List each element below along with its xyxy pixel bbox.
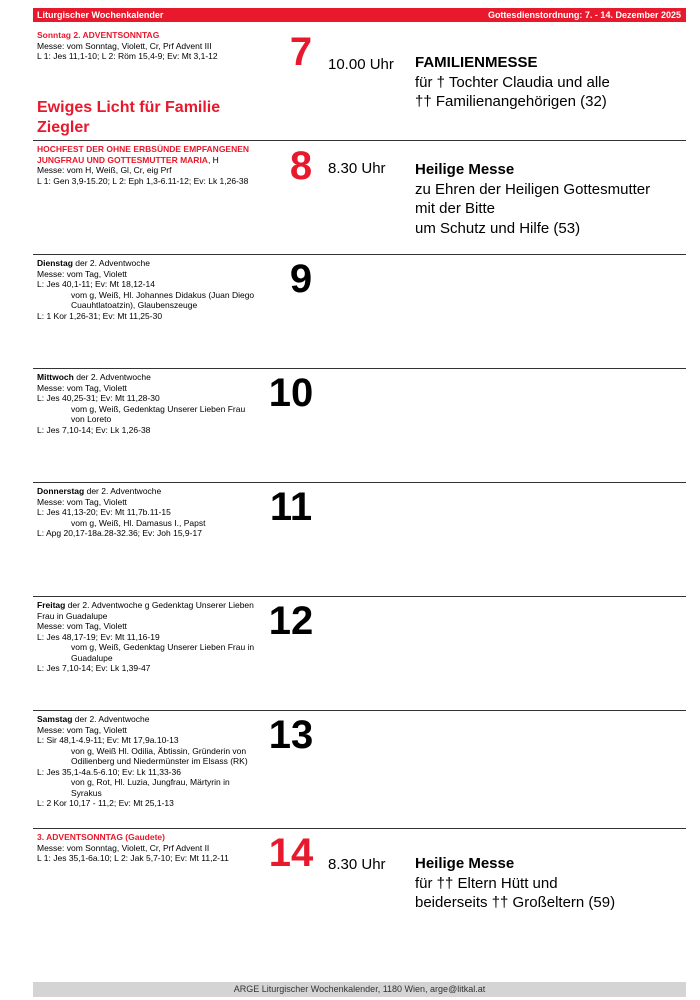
day-entry-9 xyxy=(33,254,686,369)
day-entry-12 xyxy=(33,596,686,711)
service-title: Heilige Messe xyxy=(415,855,515,872)
mass-info: Messe: vom Tag, Violett xyxy=(37,724,127,735)
week-label: der 2. Adventwoche g Gedenktag Unserer Lieben Frau in Guadalupe xyxy=(37,600,254,621)
readings-alt: L: Jes 7,10-14; Ev: Lk 1,26-38 xyxy=(37,424,151,435)
service-title: Heilige Messe xyxy=(415,161,515,178)
readings: L: Jes 40,25-31; Ev: Mt 11,28-30 xyxy=(37,393,160,403)
day-entry-10 xyxy=(33,368,686,483)
liturgy-info xyxy=(37,486,259,539)
service-line: für †† Eltern Hütt und xyxy=(415,874,558,892)
optional-memorial: vom g, Weiß, Hl. Johannes Didakus (Juan Diego Cuauhtlatoatzin), Glaubenszeuge xyxy=(71,289,255,310)
service-line: um Schutz und Hilfe (53) xyxy=(415,219,581,237)
mass-info: Messe: vom Sonntag, Violett, Cr, Prf Advent II xyxy=(37,842,210,853)
service-details xyxy=(415,854,685,913)
day-entry-13 xyxy=(33,710,686,829)
header-title: Liturgischer Wochenkalender xyxy=(37,10,164,20)
service-line: mit der Bitte xyxy=(415,200,496,217)
day-rank: , H xyxy=(207,154,219,165)
day-number: 11 xyxy=(269,485,313,529)
day-title: Sonntag 2. ADVENTSONNTAG xyxy=(37,30,160,40)
liturgy-info xyxy=(37,258,259,321)
weekday: Donnerstag xyxy=(37,486,85,496)
readings: L: Sir 48,1-4.9-11; Ev: Mt 17,9a.10-13 xyxy=(37,735,179,745)
day-number: 10 xyxy=(268,371,314,415)
day-number: 14 xyxy=(268,831,314,875)
service-line: zu Ehren der Heiligen Gottesmutter xyxy=(415,180,651,198)
mass-info: Messe: vom H, Weiß, Gl, Cr, eig Prf xyxy=(37,165,172,175)
readings: L: Jes 40,1-11; Ev: Mt 18,12-14 xyxy=(37,279,155,289)
weekday: Freitag xyxy=(37,600,66,610)
liturgy-info xyxy=(37,832,259,864)
service-line: beiderseits †† Großeltern (59) xyxy=(415,894,616,911)
optional-memorial-2: von g, Rot, Hl. Luzia, Jungfrau, Märtyrin in Syrakus xyxy=(71,777,230,798)
liturgy-info xyxy=(37,144,259,186)
week-label: der 2. Adventwoche xyxy=(72,714,150,724)
day-entry-7 xyxy=(33,26,686,141)
mass-info: Messe: vom Tag, Violett xyxy=(37,621,127,631)
week-label: der 2. Adventwoche xyxy=(73,372,151,382)
readings-alt: L: 1 Kor 1,26-31; Ev: Mt 11,25-30 xyxy=(37,310,163,321)
service-line: für † Tochter Claudia und alle xyxy=(415,73,610,91)
readings: L: Jes 41,13-20; Ev: Mt 11,7b.11-15 xyxy=(37,507,171,517)
calendar-header xyxy=(33,8,686,22)
mass-info: Messe: vom Tag, Violett xyxy=(37,268,127,279)
service-time: 8.30 Uhr xyxy=(328,160,386,177)
readings: L 1: Gen 3,9-15.20; L 2: Eph 1,3-6.11-12; Ev: Lk 1,26-38 xyxy=(37,175,249,186)
service-line: †† Familienangehörigen (32) xyxy=(415,93,607,110)
readings: L 1: Jes 11,1-10; L 2: Röm 15,4-9; Ev: Mt 3,1-12 xyxy=(37,51,218,61)
mass-info: Messe: vom Tag, Violett xyxy=(37,496,127,507)
readings-alt-2: L: 2 Kor 10,17 - 11,2; Ev: Mt 25,1-13 xyxy=(37,798,174,808)
liturgy-info xyxy=(37,372,259,435)
readings: L 1: Jes 35,1-6a.10; L 2: Jak 5,7-10; Ev: Mt 11,2-11 xyxy=(37,853,229,863)
service-time: 10.00 Uhr xyxy=(328,56,394,73)
week-label: der 2. Adventwoche xyxy=(72,258,150,268)
day-entry-14 xyxy=(33,828,686,968)
readings-alt: L: Jes 7,10-14; Ev: Lk 1,39-47 xyxy=(37,663,151,673)
day-entry-11 xyxy=(33,482,686,597)
readings: L: Jes 48,17-19; Ev: Mt 11,16-19 xyxy=(37,631,160,642)
optional-memorial: vom g, Weiß, Hl. Damasus I., Papst xyxy=(71,517,206,528)
service-details xyxy=(415,53,685,112)
week-label: der 2. Adventwoche xyxy=(84,486,162,496)
mass-info: Messe: vom Tag, Violett xyxy=(37,382,127,393)
header-date-range: Gottesdienstordnung: 7. - 14. Dezember 2025 xyxy=(487,10,681,20)
weekday: Dienstag xyxy=(37,258,73,268)
liturgy-info xyxy=(37,30,259,62)
service-details xyxy=(415,160,685,238)
optional-memorial: vom g, Weiß, Gedenktag Unserer Lieben Frau von Loreto xyxy=(71,403,246,424)
day-entry-8 xyxy=(33,140,686,255)
footer: ARGE Liturgischer Wochenkalender, 1180 Wien, arge@litkal.at xyxy=(33,982,686,997)
day-title: 3. ADVENTSONNTAG (Gaudete) xyxy=(37,832,165,842)
eternal-light-note: Ewiges Licht für Familie Ziegler xyxy=(37,99,221,136)
weekday: Mittwoch xyxy=(37,372,74,382)
liturgy-info xyxy=(37,714,259,809)
readings-alt: L: Apg 20,17-18a.28-32.36; Ev: Joh 15,9-17 xyxy=(37,528,202,538)
optional-memorial: vom g, Weiß, Gedenktag Unserer Lieben Frau in Guadalupe xyxy=(71,642,255,663)
day-number: 12 xyxy=(268,599,314,643)
optional-memorial: von g, Weiß Hl. Odilia, Äbtissin, Gründerin von Odilienberg und Niedermünster im Elsass (RK) xyxy=(71,745,248,766)
weekday: Samstag xyxy=(37,714,73,724)
service-time: 8.30 Uhr xyxy=(328,856,386,873)
day-number: 8 xyxy=(289,144,313,188)
day-number: 9 xyxy=(289,257,313,301)
readings-alt: L: Jes 35,1-4a.5-6.10; Ev: Lk 11,33-36 xyxy=(37,766,181,777)
service-title: FAMILIENMESSE xyxy=(415,54,538,71)
day-number: 7 xyxy=(289,30,313,74)
liturgy-info xyxy=(37,600,259,674)
mass-info: Messe: vom Sonntag, Violett, Cr, Prf Advent III xyxy=(37,40,212,51)
day-number: 13 xyxy=(268,713,314,757)
day-title: HOCHFEST DER OHNE ERBSÜNDE EMPFANGENEN JUNGFRAU UND GOTTESMUTTER MARIA xyxy=(37,144,250,165)
